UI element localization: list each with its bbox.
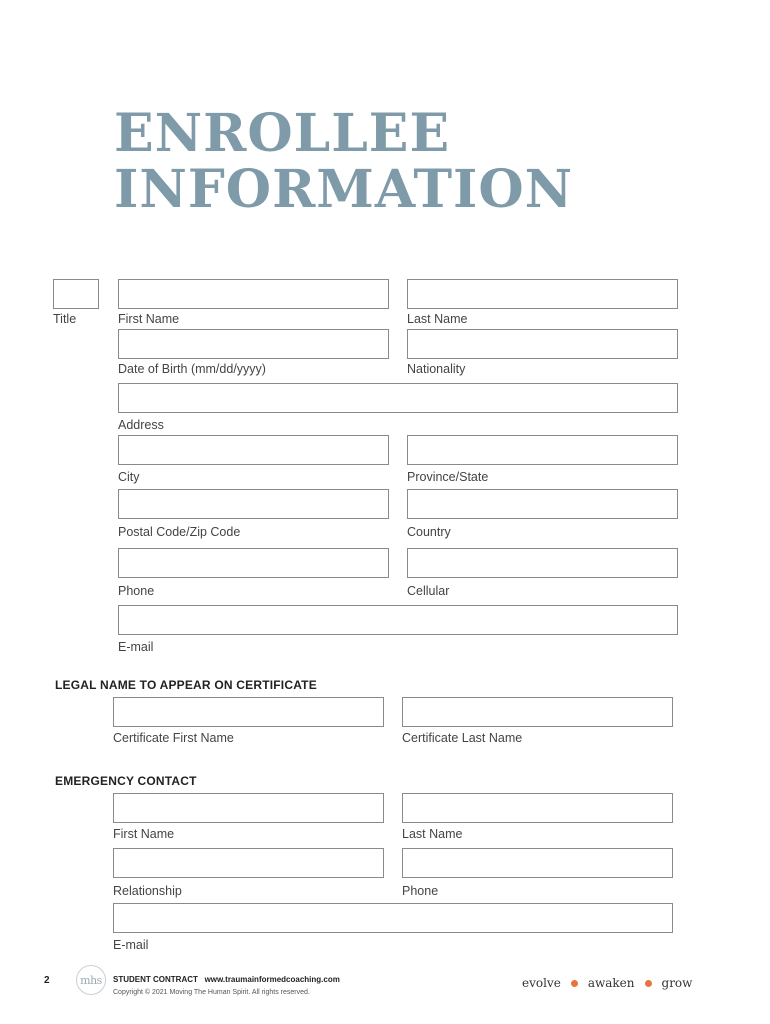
emergency-phone-label: Phone (402, 884, 439, 898)
cellular-field[interactable] (407, 548, 678, 578)
title-label: Title (53, 312, 77, 326)
title-field[interactable] (53, 279, 99, 309)
relationship-label: Relationship (113, 884, 182, 898)
legal-name-heading: LEGAL NAME TO APPEAR ON CERTIFICATE (55, 678, 317, 692)
email-field[interactable] (118, 605, 678, 635)
province-field[interactable] (407, 435, 678, 465)
nationality-label: Nationality (407, 362, 466, 376)
tagline-grow: grow (661, 976, 693, 990)
postal-code-field[interactable] (118, 489, 389, 519)
dob-label: Date of Birth (mm/dd/yyyy) (118, 362, 266, 376)
postal-code-label: Postal Code/Zip Code (118, 525, 241, 539)
relationship-field[interactable] (113, 848, 384, 878)
footer-contract-line (113, 975, 340, 984)
tagline-evolve: evolve (522, 976, 561, 990)
emergency-first-name-field[interactable] (113, 793, 384, 823)
tagline (522, 976, 692, 990)
address-label: Address (118, 418, 164, 432)
last-name-label: Last Name (407, 312, 468, 326)
first-name-field[interactable] (118, 279, 389, 309)
page-number: 2 (44, 975, 50, 986)
footer-copyright: Copyright © 2021 Moving The Human Spirit. All rights reserved. (113, 989, 310, 996)
phone-label: Phone (118, 584, 155, 598)
cert-last-name-label: Certificate Last Name (402, 731, 523, 745)
last-name-field[interactable] (407, 279, 678, 309)
cellular-label: Cellular (407, 584, 450, 598)
city-label: City (118, 470, 140, 484)
province-label: Province/State (407, 470, 489, 484)
phone-field[interactable] (118, 548, 389, 578)
dob-field[interactable] (118, 329, 389, 359)
page-title (114, 103, 574, 220)
footer-website[interactable]: www.traumainformedcoaching.com (204, 975, 340, 984)
tagline-awaken: awaken (587, 976, 635, 990)
tagline-dot-2 (645, 980, 652, 987)
title-line-1: ENROLLEE (114, 103, 451, 164)
mhs-logo: mhs (76, 965, 106, 995)
emergency-last-name-label: Last Name (402, 827, 463, 841)
emergency-email-label: E-mail (113, 938, 149, 952)
country-label: Country (407, 525, 451, 539)
emergency-first-name-label: First Name (113, 827, 175, 841)
emergency-phone-field[interactable] (402, 848, 673, 878)
cert-first-name-field[interactable] (113, 697, 384, 727)
city-field[interactable] (118, 435, 389, 465)
address-field[interactable] (118, 383, 678, 413)
tagline-dot-1 (571, 980, 578, 987)
country-field[interactable] (407, 489, 678, 519)
email-label: E-mail (118, 640, 154, 654)
title-line-2: INFORMATION (114, 159, 574, 220)
nationality-field[interactable] (407, 329, 678, 359)
footer-contract: STUDENT CONTRACT (113, 975, 198, 984)
emergency-contact-heading: EMERGENCY CONTACT (55, 774, 197, 788)
emergency-last-name-field[interactable] (402, 793, 673, 823)
cert-last-name-field[interactable] (402, 697, 673, 727)
first-name-label: First Name (118, 312, 180, 326)
emergency-email-field[interactable] (113, 903, 673, 933)
cert-first-name-label: Certificate First Name (113, 731, 234, 745)
